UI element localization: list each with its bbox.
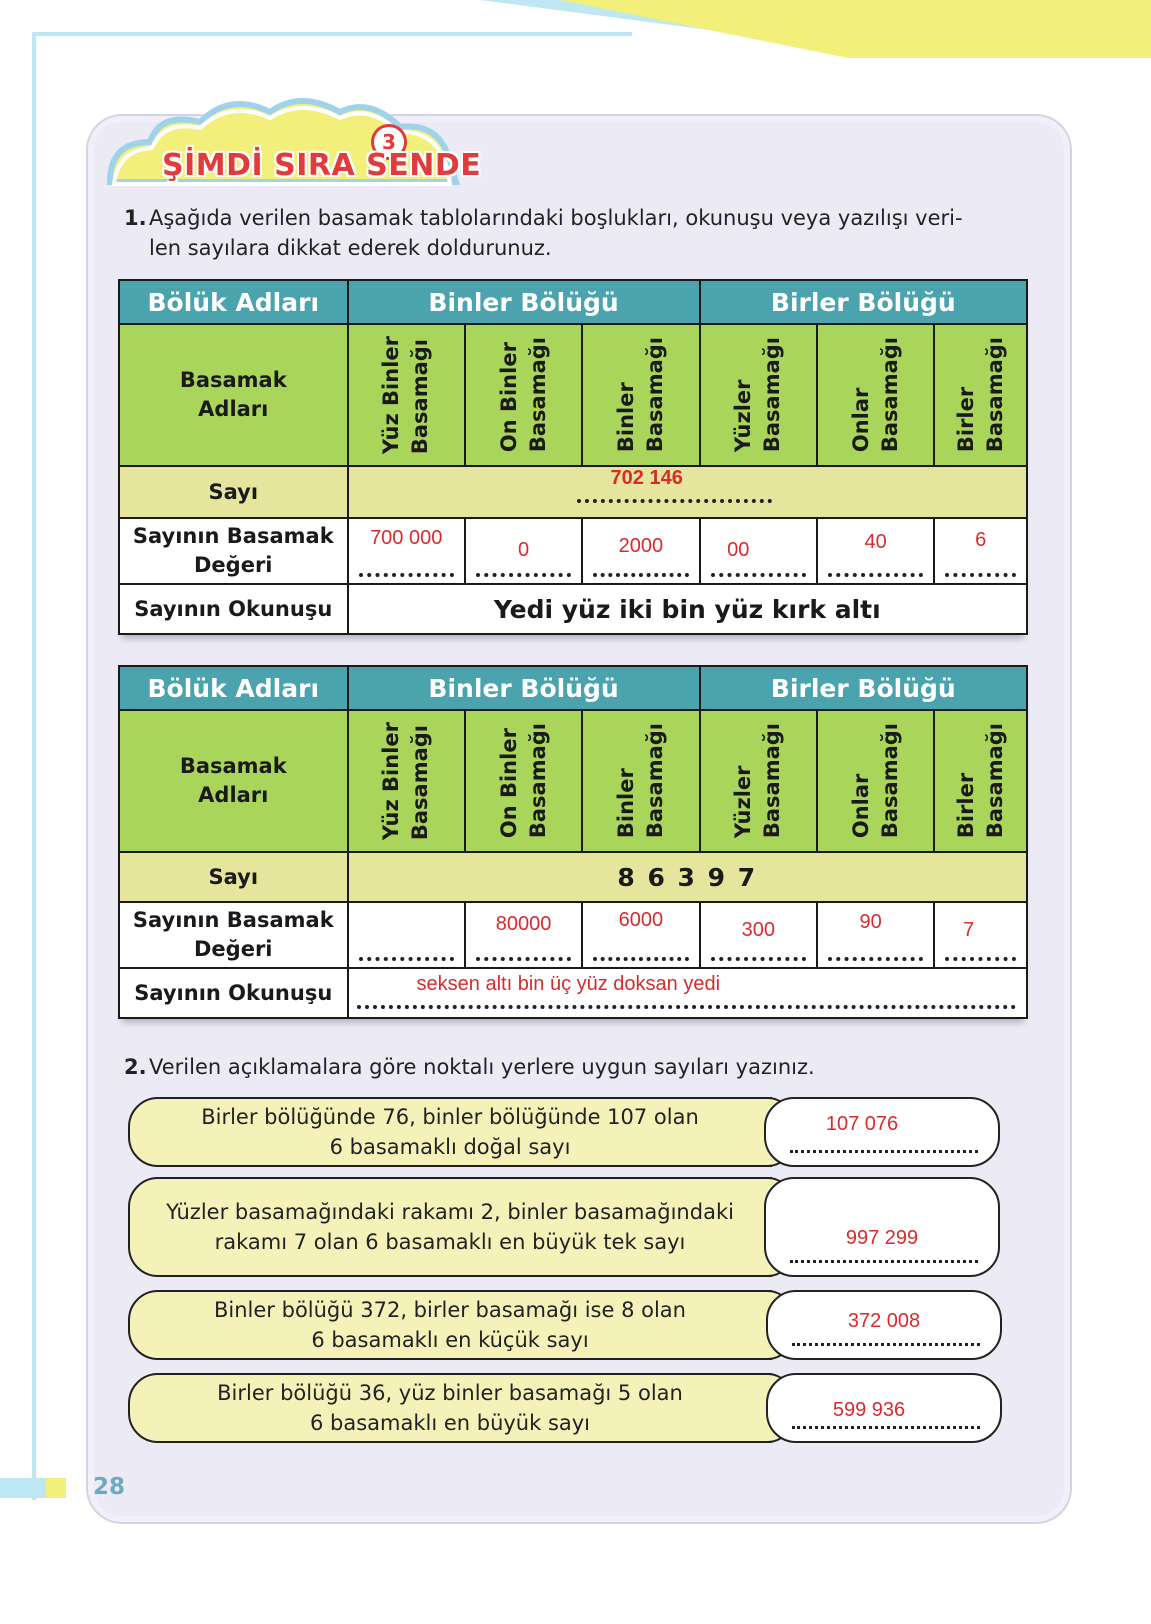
digit-name-label: Binler Basamağı	[613, 723, 667, 839]
digit-name-cell	[934, 710, 1027, 852]
header-birler: Birler Bölüğü	[700, 280, 1027, 324]
header-binler: Binler Bölüğü	[348, 280, 700, 324]
digit-name-label: Yüzler Basamağı	[731, 723, 785, 839]
top-yellow-stripe	[560, 0, 1151, 58]
answer-dots	[577, 499, 772, 503]
okunusu-text: Yedi yüz iki bin yüz kırk altı	[348, 584, 1027, 634]
value-answer: 2000	[618, 535, 664, 557]
label-sayi: Sayı	[119, 466, 348, 518]
value-cell[interactable]	[700, 902, 817, 968]
answer-dots	[593, 957, 688, 961]
value-answer: 700 000	[370, 527, 443, 549]
value-cell[interactable]	[582, 902, 699, 968]
digit-name-cell	[582, 710, 699, 852]
answer-dots	[792, 1343, 980, 1346]
digit-name-cell	[817, 710, 934, 852]
value-answer: 6000	[618, 909, 664, 931]
value-answer: 6	[975, 529, 987, 551]
header-binler: Binler Bölüğü	[348, 666, 700, 710]
clue-line: Birler bölüğünde 76, binler bölüğünde 107 olan	[201, 1105, 699, 1129]
digit-name-cell	[700, 324, 817, 466]
digit-name-cell	[465, 710, 582, 852]
question-1-text-line1: Aşağıda verilen basamak tablolarındaki boşlukları, okunuşu veya yazılışı veri-	[149, 206, 963, 230]
digit-name-label: Birler Basamağı	[953, 723, 1007, 839]
digit-name-label: Yüz Binler Basamağı	[379, 335, 433, 455]
clue-line: Yüzler basamağındaki rakamı 2, binler basamağındaki	[166, 1200, 734, 1224]
value-cell[interactable]	[348, 518, 465, 584]
answer-dots	[790, 1260, 978, 1263]
digit-name-cell	[348, 324, 465, 466]
answer-dots	[828, 957, 923, 961]
answer-value: 599 936	[832, 1399, 906, 1421]
badge-title: ŞİMDİ SIRA SENDE	[162, 148, 482, 183]
answer-dots	[476, 957, 571, 961]
answer-value: 997 299	[845, 1227, 919, 1249]
clue-pill-3	[128, 1290, 772, 1360]
sayi-value: 8 6 3 9 7	[348, 852, 1027, 902]
label-basamak-degeri: Sayının Basamak Değeri	[119, 902, 348, 968]
answer-dots	[945, 957, 1016, 961]
question-1-text-line2: len sayılara dikkat ederek doldurunuz.	[149, 236, 552, 260]
clue-line: rakamı 7 olan 6 basamaklı en büyük tek sayı	[214, 1230, 686, 1254]
value-cell[interactable]	[934, 902, 1027, 968]
digit-name-cell	[934, 324, 1027, 466]
value-answer: 40	[864, 531, 887, 553]
okunusu-answer-cell[interactable]	[348, 968, 1027, 1018]
value-answer: 00	[727, 539, 750, 561]
question-1-number: 1.	[124, 206, 147, 230]
clue-line: 6 basamaklı en büyük sayı	[309, 1411, 591, 1435]
value-answer: 80000	[495, 913, 552, 935]
digit-name-label: On Binler Basamağı	[496, 723, 550, 839]
digit-name-cell	[582, 324, 699, 466]
digit-name-label: Yüzler Basamağı	[731, 337, 785, 453]
digit-name-label: Onlar Basamağı	[848, 337, 902, 453]
digit-name-label: Binler Basamağı	[613, 337, 667, 453]
header-birler: Birler Bölüğü	[700, 666, 1027, 710]
answer-dots	[711, 957, 806, 961]
cloud-badge-icon	[100, 92, 466, 202]
label-sayi: Sayı	[119, 852, 348, 902]
value-answer: 0	[518, 539, 530, 561]
clue-line: Birler bölüğü 36, yüz binler basamağı 5 olan	[217, 1381, 683, 1405]
value-answer: 300	[741, 919, 775, 941]
question-2-text: Verilen açıklamalara göre noktalı yerlere uygun sayıları yazınız.	[149, 1055, 815, 1079]
answer-dots	[945, 573, 1016, 577]
label-basamak-adlari: Basamak Adları	[119, 324, 348, 466]
digit-name-label: Birler Basamağı	[953, 337, 1007, 453]
answer-box-3[interactable]	[766, 1290, 1002, 1360]
answer-dots	[828, 573, 923, 577]
answer-dots	[792, 1426, 980, 1429]
page-number: 28	[93, 1474, 126, 1500]
digit-name-label: Onlar Basamağı	[848, 723, 902, 839]
answer-dots	[357, 1005, 1016, 1009]
value-answer: 90	[859, 911, 882, 933]
clue-pill-4	[128, 1373, 772, 1443]
digit-name-label: On Binler Basamağı	[496, 337, 550, 453]
clue-line: 6 basamaklı doğal sayı	[329, 1135, 571, 1159]
answer-dots	[593, 573, 688, 577]
digit-name-cell	[817, 324, 934, 466]
answer-dots	[711, 573, 806, 577]
frame-line-left	[32, 32, 36, 1500]
header-boluk: Bölük Adları	[119, 666, 348, 710]
value-cell[interactable]	[934, 518, 1027, 584]
place-value-table-2	[118, 665, 1028, 1019]
value-cell[interactable]	[465, 518, 582, 584]
value-cell[interactable]	[465, 902, 582, 968]
answer-value: 372 008	[847, 1310, 921, 1332]
clue-pill-2	[128, 1177, 772, 1277]
digit-name-cell	[465, 324, 582, 466]
answer-box-2[interactable]	[764, 1177, 1000, 1277]
answer-box-1[interactable]	[764, 1097, 1000, 1167]
clue-line: 6 basamaklı en küçük sayı	[311, 1328, 589, 1352]
header-boluk: Bölük Adları	[119, 280, 348, 324]
clue-pill-1	[128, 1097, 772, 1167]
digit-name-label: Yüz Binler Basamağı	[379, 721, 433, 841]
answer-dots	[359, 573, 454, 577]
sayi-answer-cell[interactable]	[348, 466, 1027, 518]
footer-blue-bar	[0, 1478, 46, 1498]
label-okunusu: Sayının Okunuşu	[119, 584, 348, 634]
frame-line-top	[32, 32, 632, 36]
clue-line: Binler bölüğü 372, birler basamağı ise 8 olan	[214, 1298, 686, 1322]
okunusu-answer: seksen altı bin üç yüz doksan yedi	[416, 973, 721, 995]
value-cell[interactable]	[700, 518, 817, 584]
sayi-answer: 702 146	[610, 467, 683, 489]
answer-dots	[359, 957, 454, 961]
badge-number: 3	[371, 124, 407, 160]
place-value-table-1	[118, 279, 1028, 635]
answer-dots	[790, 1150, 978, 1153]
answer-dots	[476, 573, 571, 577]
question-2-number: 2.	[124, 1055, 147, 1079]
digit-name-cell	[700, 710, 817, 852]
label-okunusu: Sayının Okunuşu	[119, 968, 348, 1018]
value-cell[interactable]	[817, 518, 934, 584]
digit-name-cell	[348, 710, 465, 852]
answer-value: 107 076	[825, 1113, 899, 1135]
answer-box-4[interactable]	[766, 1373, 1002, 1443]
label-basamak-adlari: Basamak Adları	[119, 710, 348, 852]
label-basamak-degeri: Sayının Basamak Değeri	[119, 518, 348, 584]
value-answer: 7	[963, 919, 975, 941]
footer-yellow-bar	[46, 1478, 66, 1498]
value-cell[interactable]	[348, 902, 465, 968]
